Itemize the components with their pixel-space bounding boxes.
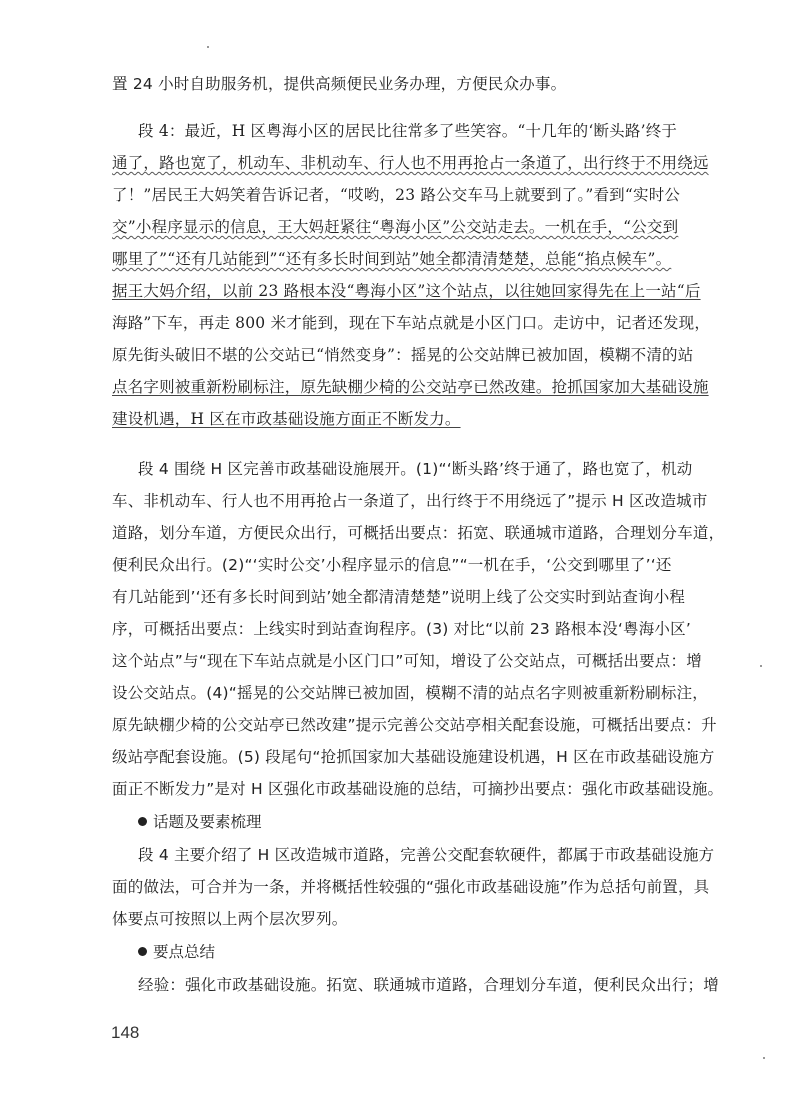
excerpt-line: 通了，路也宽了，机动车、非机动车、行人也不用再抢占一条道了，出行终于不用绕远 [112,154,709,172]
text-line: 置 24 小时自助服务机，提供高频便民业务办理，方便民众办事。 [112,75,567,93]
excerpt-line: 点名字则被重新粉刷标注，原先缺棚少椅的公交站亭已然改建。抢抓国家加大基础设施 [112,378,709,396]
bullet-icon [138,947,147,956]
scan-speck [760,665,762,667]
excerpt-line: 建设机遇，H 区在市政基础设施方面正不断发力。 [112,410,461,428]
page-number: 148 [111,1023,140,1042]
section-heading-text: 话题及要素梳理 [153,813,262,831]
excerpt-line: 据王大妈介绍，以前 23 路根本没“粤海小区”这个站点，以往她回家得先在上一站“后 [112,282,701,300]
excerpt-line: 海路”下车，再走 800 米才能到，现在下车站点就是小区门口。走访中，记者还发现， [112,314,711,332]
analysis-line: 这个站点”与“现在下车站点就是小区门口”可知，增设了公交站点，可概括出要点：增 [112,652,702,670]
excerpt-line: 哪里了”“还有几站能到”“还有多长时间到站”她全都清清楚楚，总能“掐点候车”。 [112,250,672,268]
analysis-line: 有几站能到’‘还有多长时间到站’她全都清清楚楚”说明上线了公交实时到站查询小程 [112,588,686,606]
topic-line: 面的做法，可合并为一条，并将概括性较强的“强化市政基础设施”作为总括句前置，具 [112,878,710,896]
analysis-line: 车、非机动车、行人也不用再抢占一条道了，出行终于不用绕远了”提示 H 区改造城市 [112,492,708,510]
scan-speck [207,46,209,48]
analysis-line: 原先缺棚少椅的公交站亭已然改建”提示完善公交站亭相关配套设施，可概括出要点：升 [112,716,717,734]
bullet-icon [138,817,147,826]
analysis-line: 面正不断发力”是对 H 区强化市政基础设施的总结，可摘抄出要点：强化市政基础设施。 [112,780,724,798]
analysis-line: 序，可概括出要点：上线实时到站查询程序。(3) 对比“以前 23 路根本没‘粤海小区’ [112,620,691,638]
section-heading [138,942,215,962]
analysis-line: 设公交站点。(4)“摇晃的公交站牌已被加固，模糊不清的站点名字则被重新粉刷标注， [112,684,708,702]
excerpt-line: 了！”居民王大妈笑着告诉记者，“哎哟，23 路公交车马上就要到了。”看到“实时公 [112,186,681,204]
section-heading [138,812,262,832]
analysis-line: 段 4 围绕 H 区完善市政基础设施展开。(1)“‘断头路’终于通了，路也宽了，机动 [138,460,693,478]
excerpt-line: 段 4：最近，H 区粤海小区的居民比往常多了些笑容。“十几年的‘断头路’终于 [138,122,678,140]
analysis-line: 级站亭配套设施。(5) 段尾句“抢抓国家加大基础设施建设机遇，H 区在市政基础设施方 [112,748,715,766]
topic-line: 体要点可按照以上两个层次罗列。 [112,910,348,928]
excerpt-line: 交”小程序显示的信息，王大妈赶紧往“粤海小区”公交站走去。一机在手，“公交到 [112,218,679,236]
scan-speck [763,1057,765,1059]
excerpt-line: 原先街头破旧不堪的公交站已“悄然变身”：摇晃的公交站牌已被加固，模糊不清的站 [112,346,694,364]
analysis-line: 道路，划分车道，方便民众出行，可概括出要点：拓宽、联通城市道路，合理划分车道， [112,524,725,542]
analysis-line: 便利民众出行。(2)“‘实时公交’小程序显示的信息”“一机在手，‘公交到哪里了’‘还 [112,556,672,574]
topic-line: 段 4 主要介绍了 H 区改造城市道路，完善公交配套软硬件，都属于市政基础设施方 [138,846,715,864]
summary-line: 经验：强化市政基础设施。拓宽、联通城市道路，合理划分车道，便利民众出行；增 [138,976,719,994]
section-heading-text: 要点总结 [153,943,216,961]
